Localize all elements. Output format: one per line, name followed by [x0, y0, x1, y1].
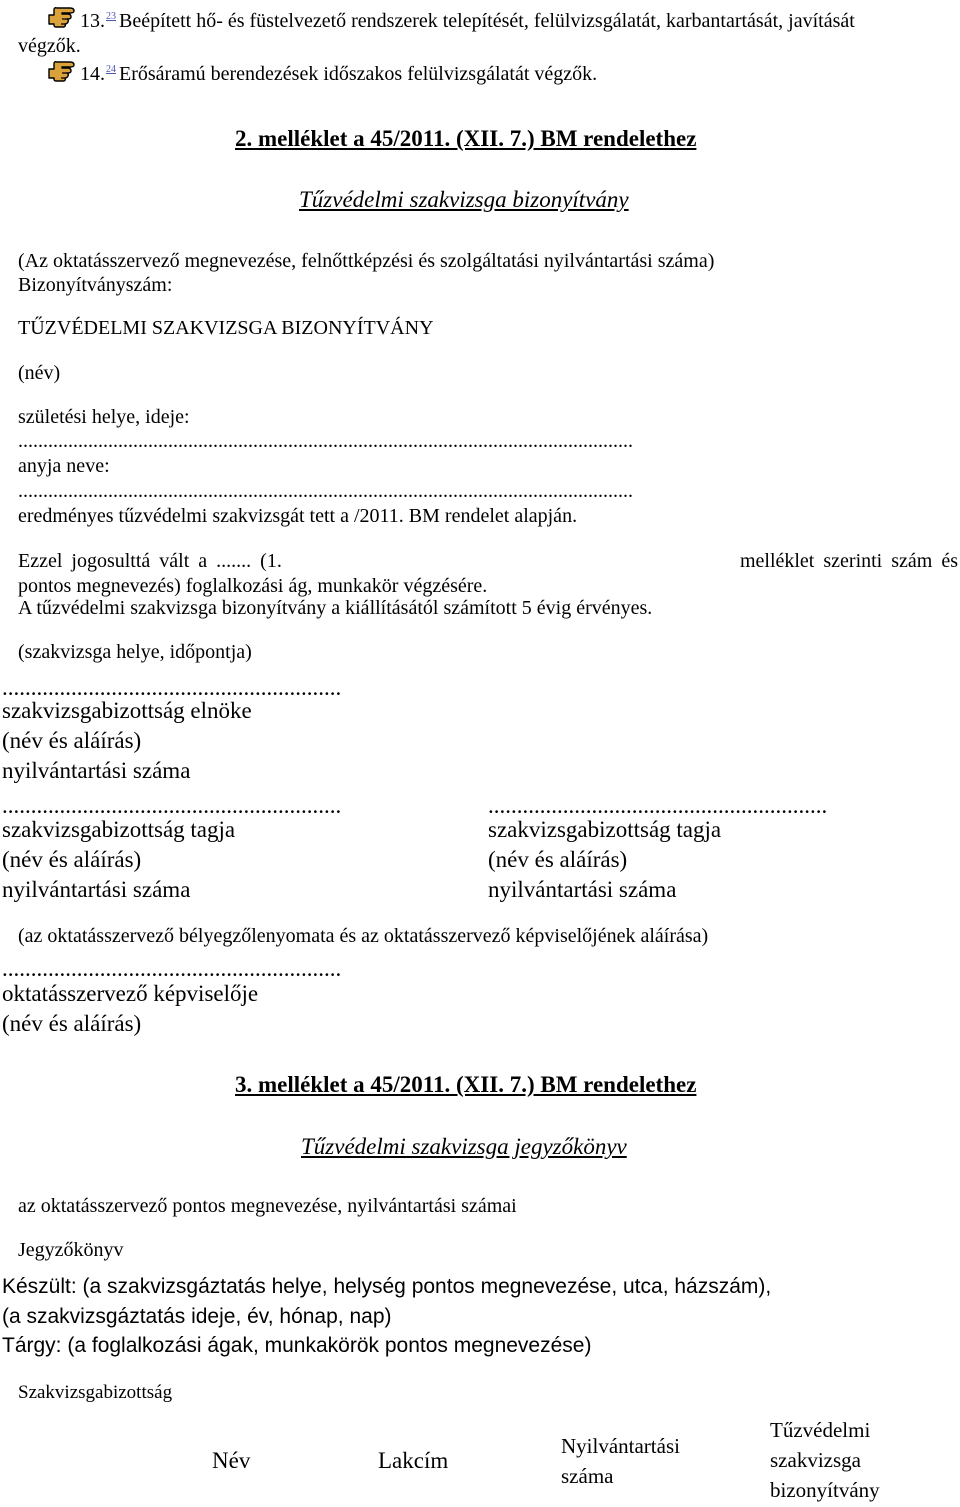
- protocol-label: Jegyzőkönyv: [18, 1239, 124, 1261]
- footnote-ref-link[interactable]: 23: [106, 11, 116, 23]
- representative-label: oktatásszervező képviselője: [2, 981, 259, 1006]
- amendment-13-cont: végzők.: [18, 35, 81, 57]
- validity-line: A tűzvédelmi szakvizsga bizonyítvány a kiállításától számított 5 évig érvényes.: [18, 597, 653, 619]
- annex3-title: Tűzvédelmi szakvizsga jegyzőkönyv: [301, 1134, 627, 1159]
- member-label: szakvizsgabizottság tagja: [488, 817, 722, 842]
- entitled-right: melléklet szerinti szám és: [739, 550, 958, 572]
- amendment-number: 13.: [80, 10, 105, 32]
- reg-number-label: nyilvántartási száma: [488, 877, 677, 902]
- organizer-line: az oktatásszervező pontos megnevezése, nyilvántartási számai: [18, 1195, 517, 1217]
- place-time-label: (szakvizsga helye, időpontja): [18, 641, 252, 663]
- signature-dots: ...........................................................: [2, 956, 342, 981]
- mother-label: anyja neve:: [18, 455, 110, 477]
- made-line: Készült: (a szakvizsgáztatás helye, helység pontos megnevezése, utca, házszám),: [2, 1275, 772, 1298]
- name-signature-label: (név és aláírás): [488, 847, 628, 872]
- annex3-heading: 3. melléklet a 45/2011. (XII. 7.) BM rendelethez: [235, 1072, 697, 1097]
- signature-dots: ...........................................................: [2, 793, 342, 818]
- member-label: szakvizsgabizottság tagja: [2, 817, 236, 842]
- signature-dots: ...........................................................: [488, 793, 828, 818]
- name-signature-label: (név és aláírás): [2, 847, 142, 872]
- stamp-line: (az oktatásszervező bélyegzőlenyomata és az oktatásszervező képviselőjének aláírása): [18, 925, 709, 947]
- entitled-left: Ezzel jogosulttá vált a ....... (1.: [18, 550, 282, 572]
- committee-label: Szakvizsgabizottság: [18, 1382, 173, 1403]
- table-header-name: Név: [212, 1448, 251, 1473]
- dotted-line: ...........................................................................................................................: [18, 430, 633, 452]
- dotted-line: ...........................................................................................................................: [18, 480, 633, 502]
- reg-number-label: nyilvántartási száma: [2, 877, 191, 902]
- amendment-text: Erősáramú berendezések időszakos felülvizsgálatát végzők.: [119, 63, 598, 85]
- table-header-address: Lakcím: [378, 1448, 449, 1473]
- entitled-line: [18, 550, 958, 573]
- cert-number-label: Bizonyítványszám:: [18, 274, 173, 296]
- annex2-heading: 2. melléklet a 45/2011. (XII. 7.) BM rendelethez: [235, 126, 697, 151]
- amendment-13: [80, 10, 855, 33]
- entitled-line-2: pontos megnevezés) foglalkozási ág, munkakör végzésére.: [18, 575, 488, 597]
- result-line: eredményes tűzvédelmi szakvizsgát tett a /2011. BM rendelet alapján.: [18, 505, 578, 527]
- organizer-line: (Az oktatásszervező megnevezése, felnőttképzési és szolgáltatási nyilvántartási száma): [18, 250, 715, 272]
- chair-label: szakvizsgabizottság elnöke: [2, 698, 252, 723]
- amendment-14: [80, 63, 597, 86]
- birth-label: születési helye, ideje:: [18, 406, 190, 428]
- subject-line: Tárgy: (a foglalkozási ágak, munkakörök pontos megnevezése): [2, 1334, 592, 1357]
- table-header-reg-2: száma: [561, 1464, 614, 1488]
- table-header-reg: Nyilvántartási: [561, 1434, 680, 1458]
- amendment-text: Beépített hő- és füstelvezető rendszerek telepítését, felülvizsgálatát, karbantartását, javítását: [119, 10, 855, 32]
- annex2-title: Tűzvédelmi szakvizsga bizonyítvány: [299, 187, 629, 212]
- pointing-hand-icon: [48, 60, 76, 82]
- footnote-ref-link[interactable]: 24: [106, 64, 116, 76]
- table-header-cert: Tűzvédelmi: [770, 1418, 871, 1442]
- reg-number-label: nyilvántartási száma: [2, 758, 191, 783]
- table-header-cert-2: szakvizsga: [770, 1448, 861, 1472]
- pointing-hand-icon: [48, 6, 76, 28]
- name-signature-label: (név és aláírás): [2, 728, 142, 753]
- amendment-number: 14.: [80, 63, 105, 85]
- name-signature-label: (név és aláírás): [2, 1011, 142, 1036]
- cert-title: TŰZVÉDELMI SZAKVIZSGA BIZONYÍTVÁNY: [18, 317, 434, 339]
- table-header-cert-3: bizonyítvány: [770, 1478, 880, 1502]
- date-line: (a szakvizsgáztatás ideje, év, hónap, nap): [2, 1305, 392, 1328]
- name-label: (név): [18, 362, 61, 384]
- signature-dots: ...........................................................: [2, 675, 342, 700]
